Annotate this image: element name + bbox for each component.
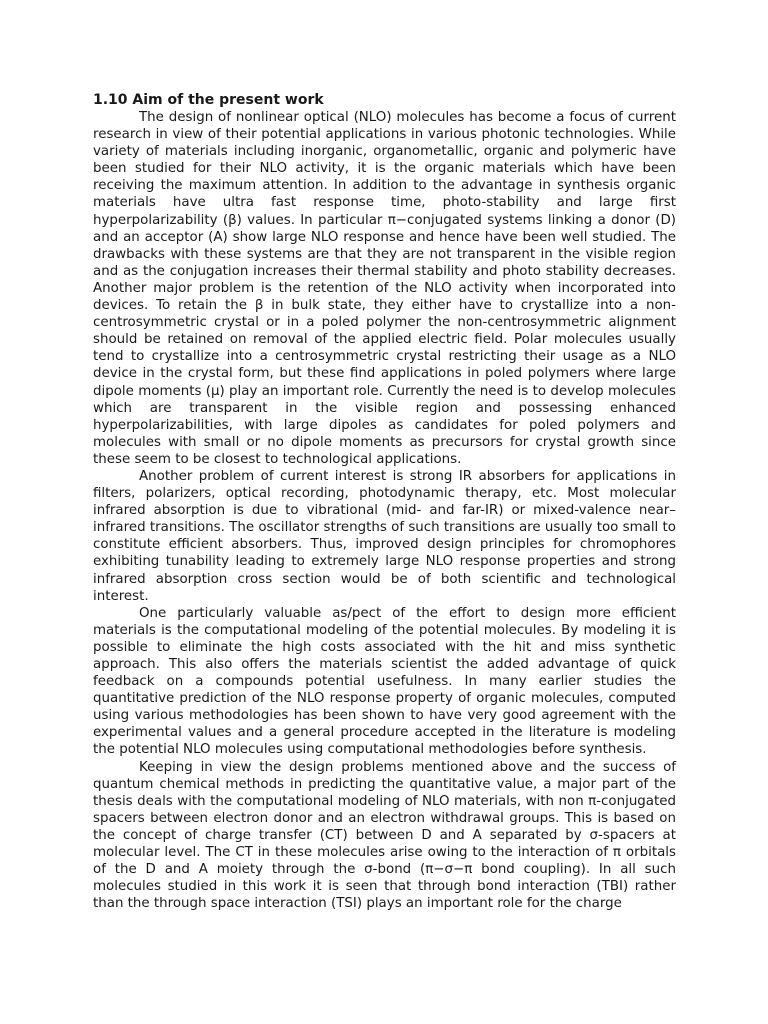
paragraph-thesis-scope: Keeping in view the design problems mentioned above and the success of quantum chemical methods in predicting the quantitative value, a major part of the thesis deals with the computational modeling of NLO materials, with non π-conjugated spacers between electron donor and an electron withdrawal groups. This is based on the concept of charge transfer (CT) between D and A separated by σ-spacers at molecular level. The CT in these molecules arise owing to the interaction of π orbitals of the D and A moiety through the σ-bond (π−σ−π bond coupling). In all such molecules studied in this work it is seen that through bond interaction (TBI) rather than the through space interaction (TSI) plays an important role for the charge [93, 759, 676, 912]
section-heading: 1.10 Aim of the present work [93, 92, 324, 108]
document-page [93, 92, 676, 912]
paragraph-ir-absorbers: Another problem of current interest is strong IR absorbers for applications in filters, polarizers, optical recording, photodynamic therapy, etc. Most molecular infrared absorption is due to vibrational (mid- and far-IR) or mixed-valence near–infrared transitions. The oscillator strengths of such transitions are usually too small to constitute efficient absorbers. Thus, improved design principles for chromophores exhibiting tunability leading to extremely large NLO response properties and strong infrared absorption cross section would be of both scientific and technological interest. [93, 468, 676, 604]
paragraph-computational-modeling: One particularly valuable as/pect of the effort to design more efficient materials is the computational modeling of the potential molecules. By modeling it is possible to eliminate the high costs associated with the hit and miss synthetic approach. This also offers the materials scientist the added advantage of quick feedback on a compounds potential usefulness. In many earlier studies the quantitative prediction of the NLO response property of organic molecules, computed using various methodologies has been shown to have very good agreement with the experimental values and a general procedure accepted in the literature is modeling the potential NLO molecules using computational methodologies before synthesis. [93, 605, 676, 758]
paragraph-nlo-design: The design of nonlinear optical (NLO) molecules has become a focus of current research in view of their potential applications in various photonic technologies. While variety of materials including inorganic, organometallic, organic and polymeric have been studied for their NLO activity, it is the organic materials which have been receiving the maximum attention. In addition to the advantage in synthesis organic materials have ultra fast response time, photo-stability and large first hyperpolarizability (β) values. In particular π−conjugated systems linking a donor (D) and an acceptor (A) show large NLO response and hence have been well studied. The drawbacks with these systems are that they are not transparent in the visible region and as the conjugation increases their thermal stability and photo stability decreases. Another major problem is the retention of the NLO activity when incorporated into devices. To retain the β in bulk state, they either have to crystallize into a non-centrosymmetric crystal or in a poled polymer the non-centrosymmetric alignment should be retained on removal of the applied electric field. Polar molecules usually tend to crystallize into a centrosymmetric crystal restricting their usage as a NLO device in the crystal form, but these find applications in poled polymers where large dipole moments (μ) play an important role. Currently the need is to develop molecules which are transparent in the visible region and possessing enhanced hyperpolarizabilities, with large dipoles as candidates for poled polymers and molecules with small or no dipole moments as precursors for crystal growth since these seem to be closest to technological applications. [93, 110, 676, 467]
